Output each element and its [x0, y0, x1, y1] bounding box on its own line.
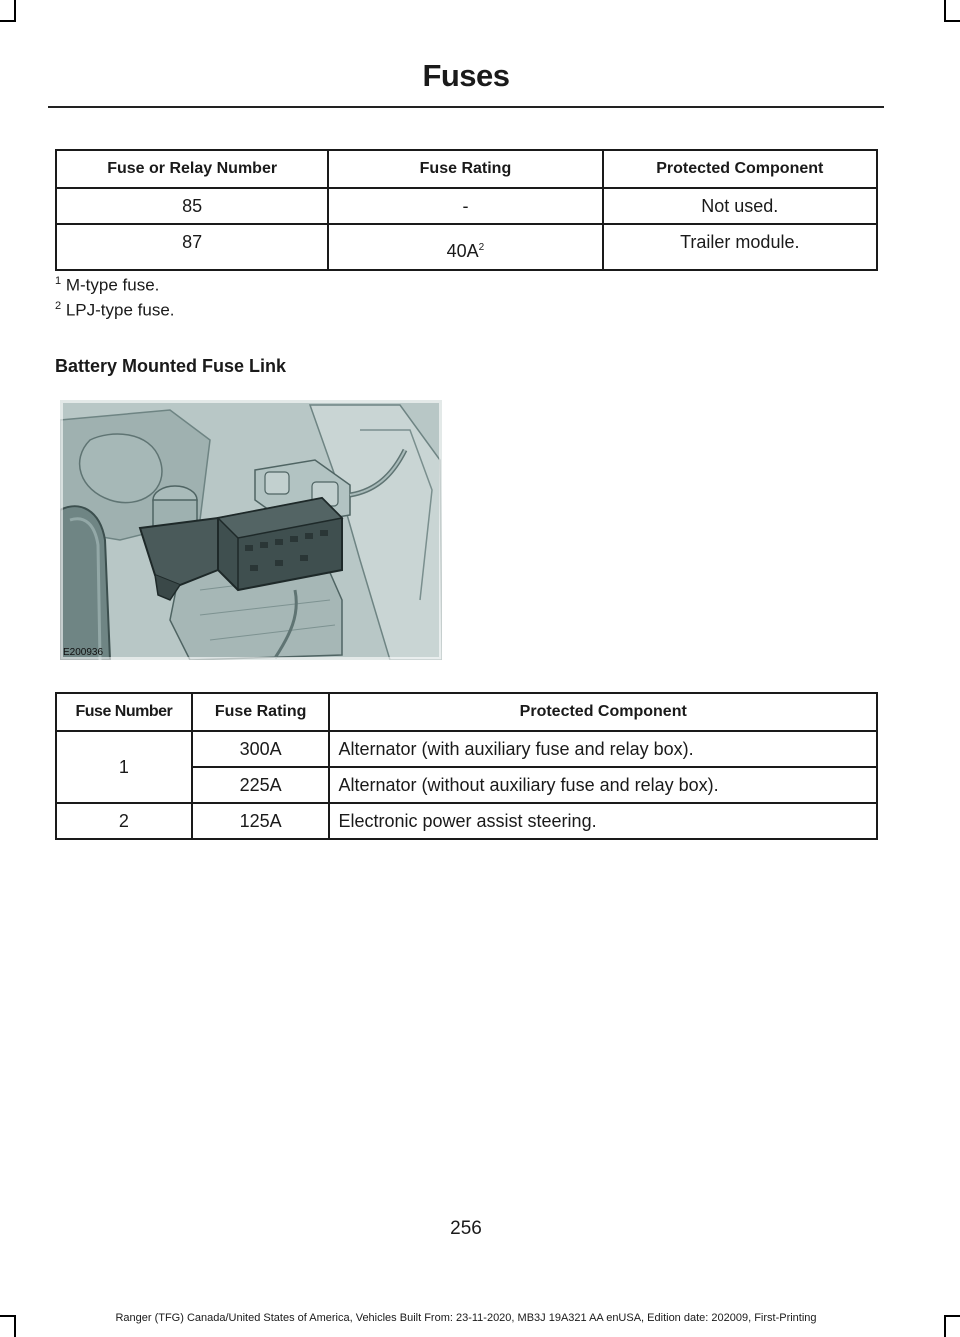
protected-component-cell: Alternator (with auxiliary fuse and relay box). [329, 731, 877, 767]
column-header: Protected Component [603, 150, 877, 188]
fuse-table-top [55, 149, 878, 271]
section-heading: Battery Mounted Fuse Link [55, 356, 287, 376]
figure-code: E200936 [63, 647, 104, 658]
crop-mark-bottom-right-v [944, 1315, 946, 1337]
fuse-number-cell: 87 [56, 224, 328, 270]
fuse-number-cell: 1 [56, 731, 192, 803]
battery-fuse-link-table [55, 692, 878, 840]
table-row [56, 188, 877, 224]
footnote [55, 300, 175, 321]
table-row [56, 224, 877, 270]
crop-mark-top-left-v [14, 0, 16, 22]
column-header: Fuse or Relay Number [56, 150, 328, 188]
protected-component-cell: Alternator (without auxiliary fuse and relay box). [329, 767, 877, 803]
footnote-text: M-type fuse. [61, 275, 160, 295]
footnote-mark: 1 [55, 275, 62, 287]
protected-component-cell: Trailer module. [603, 224, 877, 270]
protected-component-cell: Electronic power assist steering. [329, 803, 877, 839]
page-title: Fuses [422, 58, 510, 93]
crop-mark-top-left-h [0, 20, 16, 22]
footnote-reference: 2 [478, 241, 485, 253]
column-header: Fuse Number [56, 693, 192, 731]
footnote-mark: 2 [55, 300, 62, 312]
table-row [56, 803, 877, 839]
table-header-row [56, 693, 877, 731]
fuse-rating-cell: 300A [192, 731, 330, 767]
column-header: Protected Component [329, 693, 877, 731]
protected-component-cell: Not used. [603, 188, 877, 224]
fuse-rating-cell [328, 224, 602, 270]
table-header-row [56, 150, 877, 188]
fuse-number-cell: 2 [56, 803, 192, 839]
fuse-rating-cell: 125A [192, 803, 330, 839]
fuse-number-cell: 85 [56, 188, 328, 224]
fuse-rating-cell: - [328, 188, 602, 224]
fuse-rating-value: 40A [446, 240, 479, 261]
fuse-rating-cell: 225A [192, 767, 330, 803]
column-header: Fuse Rating [192, 693, 330, 731]
footnote-text: LPJ-type fuse. [61, 300, 175, 320]
crop-mark-bottom-right-h [944, 1315, 960, 1317]
page-footer: Ranger (TFG) Canada/United States of America, Vehicles Built From: 23-11-2020, MB3J 19A321 AA enUSA, Edition date: 202009, First-Printing [115, 1312, 817, 1324]
footnote [55, 275, 159, 296]
table-row [56, 731, 877, 767]
engine-bay-drawing [60, 400, 442, 660]
column-header: Fuse Rating [328, 150, 602, 188]
title-divider [48, 106, 884, 108]
crop-mark-top-right-v [944, 0, 946, 22]
crop-mark-top-right-h [944, 20, 960, 22]
page-number: 256 [450, 1218, 482, 1239]
battery-fuse-link-illustration [60, 400, 442, 660]
